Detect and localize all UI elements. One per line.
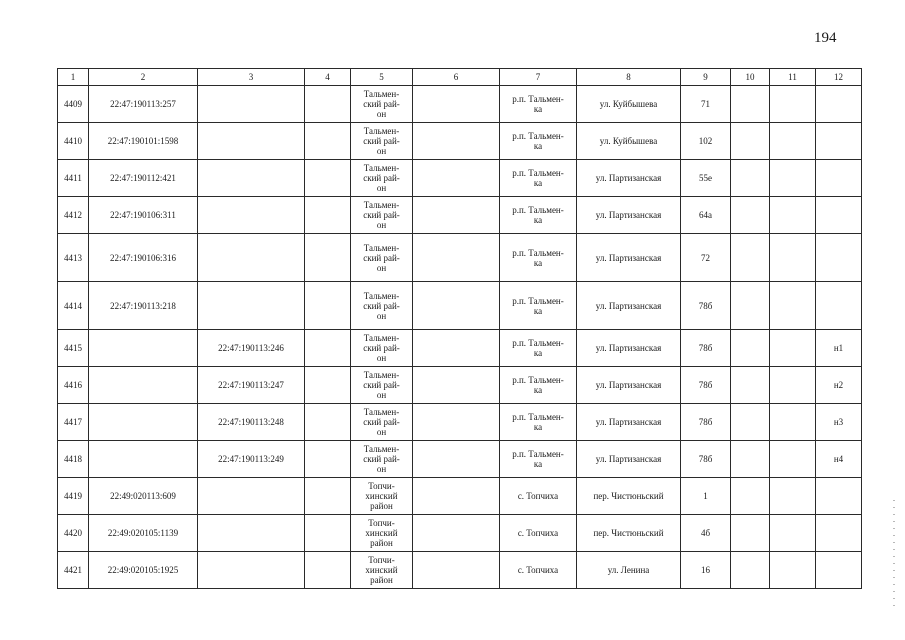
cell-house-number: 64а (681, 197, 731, 234)
cell-col-10 (731, 552, 770, 589)
cell-cadastral-number: 22:47:190112:421 (89, 160, 198, 197)
cell-cadastral-number (89, 330, 198, 367)
cell-col-4 (305, 441, 351, 478)
cell-note (816, 160, 862, 197)
cell-house-number: 71 (681, 86, 731, 123)
cell-district: Тальмен- ский рай- он (351, 160, 413, 197)
cell-cadastral-number: 22:47:190113:218 (89, 282, 198, 330)
cell-note (816, 234, 862, 282)
column-header: 1 (58, 69, 89, 86)
cell-house-number: 78б (681, 367, 731, 404)
cell-cadastral-number: 22:49:020113:609 (89, 478, 198, 515)
cell-note: н2 (816, 367, 862, 404)
cell-col-6 (413, 282, 500, 330)
column-header: 2 (89, 69, 198, 86)
table-row (58, 441, 862, 478)
cell-district: Топчи- хинский район (351, 515, 413, 552)
cell-col-11 (770, 478, 816, 515)
cell-col-10 (731, 404, 770, 441)
cell-settlement: р.п. Тальмен- ка (500, 86, 577, 123)
cell-row-number: 4418 (58, 441, 89, 478)
table-row (58, 197, 862, 234)
cell-row-number: 4417 (58, 404, 89, 441)
cell-street: ул. Партизанская (577, 404, 681, 441)
cell-col-11 (770, 404, 816, 441)
cell-col-4 (305, 282, 351, 330)
cell-col-4 (305, 330, 351, 367)
cell-settlement: р.п. Тальмен- ка (500, 367, 577, 404)
cell-district: Топчи- хинский район (351, 552, 413, 589)
table-row (58, 282, 862, 330)
cell-row-number: 4416 (58, 367, 89, 404)
cell-col-10 (731, 515, 770, 552)
cell-col-4 (305, 197, 351, 234)
cell-street: пер. Чистюньский (577, 478, 681, 515)
table-row (58, 160, 862, 197)
cell-col-11 (770, 367, 816, 404)
cell-col-4 (305, 86, 351, 123)
cell-settlement: с. Топчиха (500, 515, 577, 552)
cell-cadastral-number: 22:47:190106:311 (89, 197, 198, 234)
cell-street: ул. Партизанская (577, 367, 681, 404)
cell-settlement: р.п. Тальмен- ка (500, 441, 577, 478)
table-header (58, 69, 862, 86)
cell-settlement: р.п. Тальмен- ка (500, 404, 577, 441)
table-row (58, 515, 862, 552)
cell-cadastral-number: 22:49:020105:1139 (89, 515, 198, 552)
cell-cadastral-number (89, 404, 198, 441)
cell-house-number: 102 (681, 123, 731, 160)
cell-cadastral-number: 22:47:190101:1598 (89, 123, 198, 160)
cell-col-11 (770, 515, 816, 552)
table-row (58, 86, 862, 123)
cell-district: Тальмен- ский рай- он (351, 404, 413, 441)
cell-row-number: 4411 (58, 160, 89, 197)
header-row (58, 69, 862, 86)
cell-col-6 (413, 86, 500, 123)
cell-note: н4 (816, 441, 862, 478)
cell-house-number: 4б (681, 515, 731, 552)
cell-col-6 (413, 404, 500, 441)
cell-col-6 (413, 367, 500, 404)
cell-row-number: 4420 (58, 515, 89, 552)
cell-settlement: с. Топчиха (500, 478, 577, 515)
cell-row-number: 4415 (58, 330, 89, 367)
cell-settlement: р.п. Тальмен- ка (500, 234, 577, 282)
cell-street: ул. Партизанская (577, 441, 681, 478)
cell-district: Тальмен- ский рай- он (351, 86, 413, 123)
cell-object-number (198, 552, 305, 589)
cell-col-11 (770, 123, 816, 160)
cell-col-10 (731, 160, 770, 197)
cell-col-6 (413, 123, 500, 160)
cell-cadastral-number (89, 367, 198, 404)
column-header: 9 (681, 69, 731, 86)
cell-note (816, 478, 862, 515)
cell-row-number: 4421 (58, 552, 89, 589)
cell-district: Топчи- хинский район (351, 478, 413, 515)
cell-col-11 (770, 86, 816, 123)
cell-col-6 (413, 552, 500, 589)
cell-house-number: 72 (681, 234, 731, 282)
cell-note: н3 (816, 404, 862, 441)
cell-street: ул. Куйбышева (577, 86, 681, 123)
cell-cadastral-number (89, 441, 198, 478)
cell-col-10 (731, 282, 770, 330)
cell-col-10 (731, 234, 770, 282)
cell-settlement: р.п. Тальмен- ка (500, 160, 577, 197)
cell-object-number (198, 234, 305, 282)
cell-col-4 (305, 552, 351, 589)
cell-note (816, 123, 862, 160)
cell-col-10 (731, 367, 770, 404)
cell-col-6 (413, 197, 500, 234)
cell-note (816, 282, 862, 330)
table-row (58, 478, 862, 515)
cell-col-6 (413, 160, 500, 197)
cell-object-number: 22:47:190113:246 (198, 330, 305, 367)
cell-settlement: р.п. Тальмен- ка (500, 123, 577, 160)
table-body (58, 86, 862, 589)
cell-row-number: 4410 (58, 123, 89, 160)
cell-note (816, 552, 862, 589)
scan-edge-marks (893, 500, 895, 610)
cell-house-number: 55е (681, 160, 731, 197)
cell-settlement: с. Топчиха (500, 552, 577, 589)
cell-district: Тальмен- ский рай- он (351, 367, 413, 404)
cell-note (816, 515, 862, 552)
column-header: 7 (500, 69, 577, 86)
cell-col-4 (305, 123, 351, 160)
cell-col-10 (731, 86, 770, 123)
cell-house-number: 16 (681, 552, 731, 589)
cell-row-number: 4409 (58, 86, 89, 123)
cell-object-number (198, 478, 305, 515)
cell-col-6 (413, 234, 500, 282)
table-row (58, 123, 862, 160)
cell-district: Тальмен- ский рай- он (351, 330, 413, 367)
cell-col-10 (731, 197, 770, 234)
cell-col-4 (305, 404, 351, 441)
cell-col-11 (770, 282, 816, 330)
cell-settlement: р.п. Тальмен- ка (500, 197, 577, 234)
cell-col-6 (413, 441, 500, 478)
cell-object-number (198, 515, 305, 552)
cell-district: Тальмен- ский рай- он (351, 123, 413, 160)
cell-house-number: 78б (681, 404, 731, 441)
cell-col-4 (305, 234, 351, 282)
cell-col-11 (770, 234, 816, 282)
table-row (58, 404, 862, 441)
cell-street: ул. Партизанская (577, 282, 681, 330)
cell-object-number: 22:47:190113:247 (198, 367, 305, 404)
cell-note: н1 (816, 330, 862, 367)
cell-district: Тальмен- ский рай- он (351, 282, 413, 330)
cell-row-number: 4412 (58, 197, 89, 234)
cell-col-10 (731, 441, 770, 478)
cell-street: ул. Ленина (577, 552, 681, 589)
cell-col-4 (305, 515, 351, 552)
cell-district: Тальмен- ский рай- он (351, 234, 413, 282)
cell-object-number (198, 86, 305, 123)
cell-col-10 (731, 330, 770, 367)
cell-cadastral-number: 22:49:020105:1925 (89, 552, 198, 589)
cell-object-number (198, 282, 305, 330)
cell-col-4 (305, 478, 351, 515)
cell-street: ул. Партизанская (577, 234, 681, 282)
cell-house-number: 78б (681, 282, 731, 330)
cell-col-10 (731, 478, 770, 515)
cell-house-number: 78б (681, 441, 731, 478)
cell-note (816, 86, 862, 123)
table-row (58, 552, 862, 589)
cell-object-number (198, 197, 305, 234)
cell-row-number: 4413 (58, 234, 89, 282)
cell-object-number (198, 160, 305, 197)
column-header: 10 (731, 69, 770, 86)
table-row (58, 234, 862, 282)
cell-street: ул. Партизанская (577, 160, 681, 197)
cell-col-6 (413, 330, 500, 367)
cell-col-11 (770, 160, 816, 197)
cell-note (816, 197, 862, 234)
column-header: 8 (577, 69, 681, 86)
cell-house-number: 1 (681, 478, 731, 515)
cell-street: ул. Куйбышева (577, 123, 681, 160)
cell-col-10 (731, 123, 770, 160)
table-row (58, 330, 862, 367)
cell-col-6 (413, 478, 500, 515)
cell-cadastral-number: 22:47:190113:257 (89, 86, 198, 123)
registry-table (57, 68, 862, 589)
cell-district: Тальмен- ский рай- он (351, 441, 413, 478)
cell-col-11 (770, 330, 816, 367)
cell-col-6 (413, 515, 500, 552)
cell-street: ул. Партизанская (577, 197, 681, 234)
column-header: 3 (198, 69, 305, 86)
column-header: 5 (351, 69, 413, 86)
column-header: 11 (770, 69, 816, 86)
cell-col-4 (305, 160, 351, 197)
cell-col-11 (770, 552, 816, 589)
cell-row-number: 4419 (58, 478, 89, 515)
page-number: 194 (814, 30, 837, 46)
cell-cadastral-number: 22:47:190106:316 (89, 234, 198, 282)
table-row (58, 367, 862, 404)
cell-object-number: 22:47:190113:248 (198, 404, 305, 441)
cell-street: ул. Партизанская (577, 330, 681, 367)
cell-col-4 (305, 367, 351, 404)
cell-col-11 (770, 441, 816, 478)
cell-settlement: р.п. Тальмен- ка (500, 282, 577, 330)
cell-object-number: 22:47:190113:249 (198, 441, 305, 478)
cell-object-number (198, 123, 305, 160)
cell-row-number: 4414 (58, 282, 89, 330)
cell-col-11 (770, 197, 816, 234)
cell-district: Тальмен- ский рай- он (351, 197, 413, 234)
cell-street: пер. Чистюньский (577, 515, 681, 552)
column-header: 6 (413, 69, 500, 86)
column-header: 4 (305, 69, 351, 86)
cell-house-number: 78б (681, 330, 731, 367)
cell-settlement: р.п. Тальмен- ка (500, 330, 577, 367)
column-header: 12 (816, 69, 862, 86)
